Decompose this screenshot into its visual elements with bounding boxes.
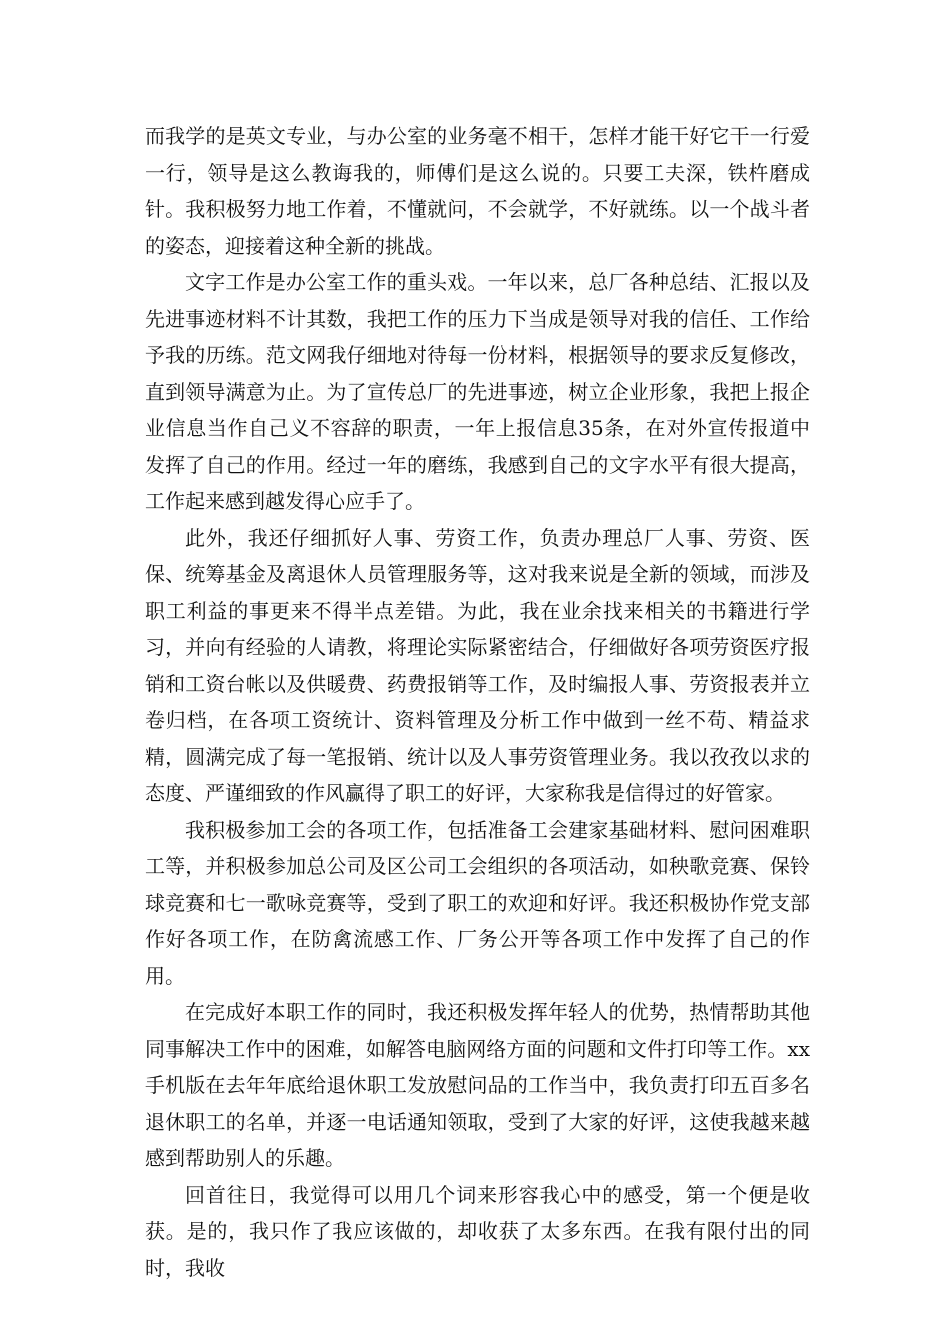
paragraph-6: 回首往日，我觉得可以用几个词来形容我心中的感受，第一个便是收获。是的，我只作了我应该做的，却收获了太多东西。在我有限付出的同时，我收 <box>145 1182 810 1280</box>
document-body <box>145 118 810 1286</box>
paragraph-3: 此外，我还仔细抓好人事、劳资工作，负责办理总厂人事、劳资、医保、统筹基金及离退休人员管理服务等，这对我来说是全新的领域，而涉及职工利益的事更来不得半点差错。为此，我在业余找来相关的书籍进行学习，并向有经验的人请教，将理论实际紧密结合，仔细做好各项劳资医疗报销和工资台帐以及供暖费、药费报销等工作，及时编报人事、劳资报表并立卷归档，在各项工资统计、资料管理及分析工作中做到一丝不苟、精益求精，圆满完成了每一笔报销、统计以及人事劳资管理业务。我以孜孜以求的态度、严谨细致的作风赢得了职工的好评，大家称我是信得过的好管家。 <box>145 525 810 805</box>
paragraph-5: 在完成好本职工作的同时，我还积极发挥年轻人的优势，热情帮助其他同事解决工作中的困难，如解答电脑网络方面的问题和文件打印等工作。xx手机版在去年年底给退休职工发放慰问品的工作当中，我负责打印五百多名退休职工的名单，并逐一电话通知领取，受到了大家的好评，这使我越来越感到帮助别人的乐趣。 <box>145 1000 810 1170</box>
paragraph-2: 文字工作是办公室工作的重头戏。一年以来，总厂各种总结、汇报以及先进事迹材料不计其数，我把工作的压力下当成是领导对我的信任、工作给予我的历练。范文网我仔细地对待每一份材料，根据领导的要求反复修改，直到领导满意为止。为了宣传总厂的先进事迹，树立企业形象，我把上报企业信息当作自己义不容辞的职责，一年上报信息35条，在对外宣传报道中发挥了自己的作用。经过一年的磨练，我感到自己的文字水平有很大提高，工作起来感到越发得心应手了。 <box>145 270 810 513</box>
paragraph-1: 而我学的是英文专业，与办公室的业务毫不相干，怎样才能干好它干一行爱一行，领导是这么教诲我的，师傅们是这么说的。只要工夫深，铁杵磨成针。我积极努力地工作着，不懂就问，不会就学，不好就练。以一个战斗者的姿态，迎接着这种全新的挑战。 <box>145 124 810 258</box>
paragraph-4: 我积极参加工会的各项工作，包括准备工会建家基础材料、慰问困难职工等，并积极参加总公司及区公司工会组织的各项活动，如秧歌竞赛、保铃球竞赛和七一歌咏竞赛等，受到了职工的欢迎和好评。我还积极协作党支部作好各项工作，在防禽流感工作、厂务公开等各项工作中发挥了自己的作用。 <box>145 817 810 988</box>
